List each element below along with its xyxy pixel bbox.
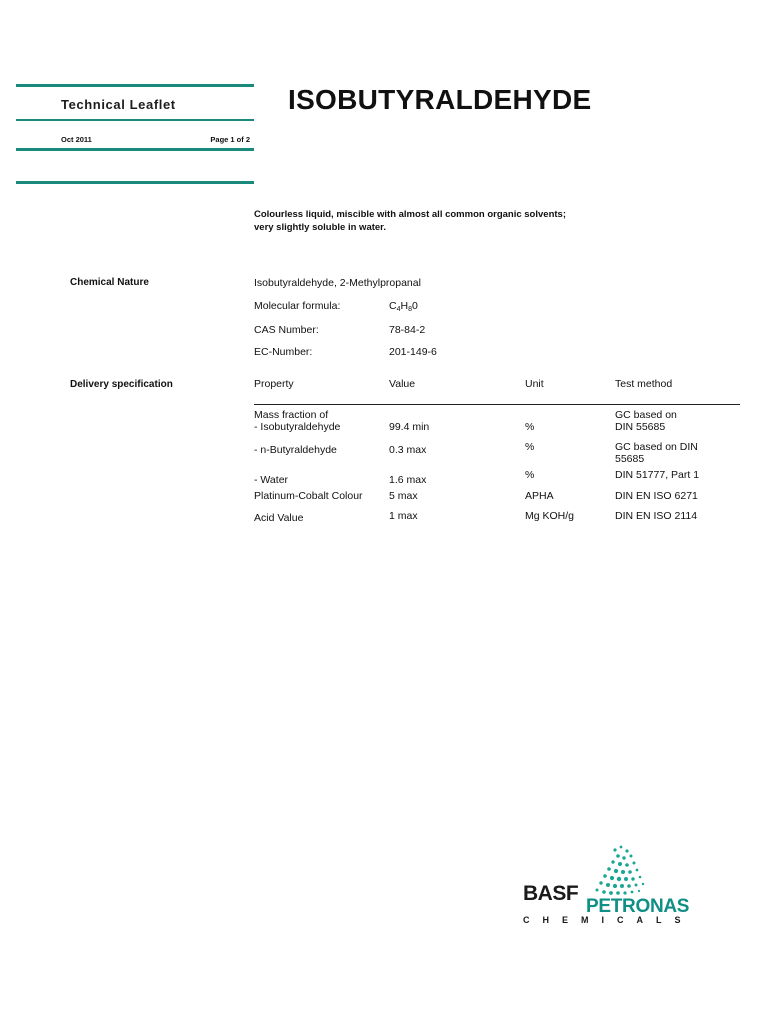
formula-label: Molecular formula:: [254, 300, 341, 312]
molecular-formula: $C_4H_80$: [389, 300, 418, 313]
header-rule-bottom: [16, 148, 254, 151]
header-unit: Unit: [525, 378, 544, 390]
delivery-spec-label: Delivery specification: [70, 379, 173, 390]
basf-petronas-logo: [523, 842, 693, 926]
table-row-value: 0.3 max: [389, 444, 427, 456]
table-row-property: Mass fraction of - Isobutyraldehyde: [254, 409, 341, 433]
ec-value: 201-149-6: [389, 346, 437, 358]
header-test-method: Test method: [615, 378, 673, 390]
table-row-unit: Mg KOH/g: [525, 510, 575, 522]
table-row-value: 5 max: [389, 490, 418, 502]
table-row-method: DIN EN ISO 6271: [615, 490, 698, 502]
table-row-unit: %: [525, 441, 535, 453]
leaflet-label: Technical Leaflet: [61, 97, 176, 112]
table-row-property: - n-Butyraldehyde: [254, 444, 337, 456]
page-number: Page 1 of 2: [210, 135, 250, 144]
logo-dots: [596, 846, 645, 895]
page-title: ISOBUTYRALDEHYDE: [288, 84, 592, 115]
header-rule-middle: [16, 119, 254, 121]
cas-value: 78-84-2: [389, 324, 426, 336]
header-property: Property: [254, 378, 294, 390]
header-value: Value: [389, 378, 416, 390]
ec-label: EC-Number:: [254, 346, 313, 358]
table-row-method: DIN EN ISO 2114: [615, 510, 698, 522]
chemical-name: Isobutyraldehyde, 2-Methylpropanal: [254, 277, 421, 289]
table-row-unit: %: [525, 421, 535, 433]
header-rule-top: [16, 84, 254, 87]
table-row-unit: APHA: [525, 490, 554, 502]
logo-word-chemicals: CHEMICALS: [523, 915, 693, 925]
table-row-unit: %: [525, 469, 535, 481]
table-row-value: 1.6 max: [389, 474, 427, 486]
product-description: Colourless liquid, miscible with almost all common organic solvents; very slightly soluble in water.: [254, 209, 566, 233]
logo-word-basf: BASF: [523, 882, 579, 905]
table-row-method: DIN 51777, Part 1: [615, 469, 700, 481]
issue-date: Oct 2011: [61, 135, 92, 144]
header-rule-lower: [16, 181, 254, 184]
table-row-value: 99.4 min: [389, 421, 430, 433]
table-row-property: Platinum-Cobalt Colour: [254, 490, 363, 502]
logo-word-petronas: PETRONAS: [586, 896, 690, 917]
table-row-method: GC based on DIN 55685: [615, 441, 698, 465]
table-row-property: - Water: [254, 474, 289, 486]
cas-label: CAS Number:: [254, 324, 319, 336]
chemical-nature-label: Chemical Nature: [70, 277, 149, 288]
logo-graphic: [523, 842, 693, 926]
table-divider: [254, 404, 740, 405]
table-row-property: Acid Value: [254, 512, 304, 524]
table-row-value: 1 max: [389, 510, 418, 522]
table-row-method: GC based on DIN 55685: [615, 409, 677, 433]
